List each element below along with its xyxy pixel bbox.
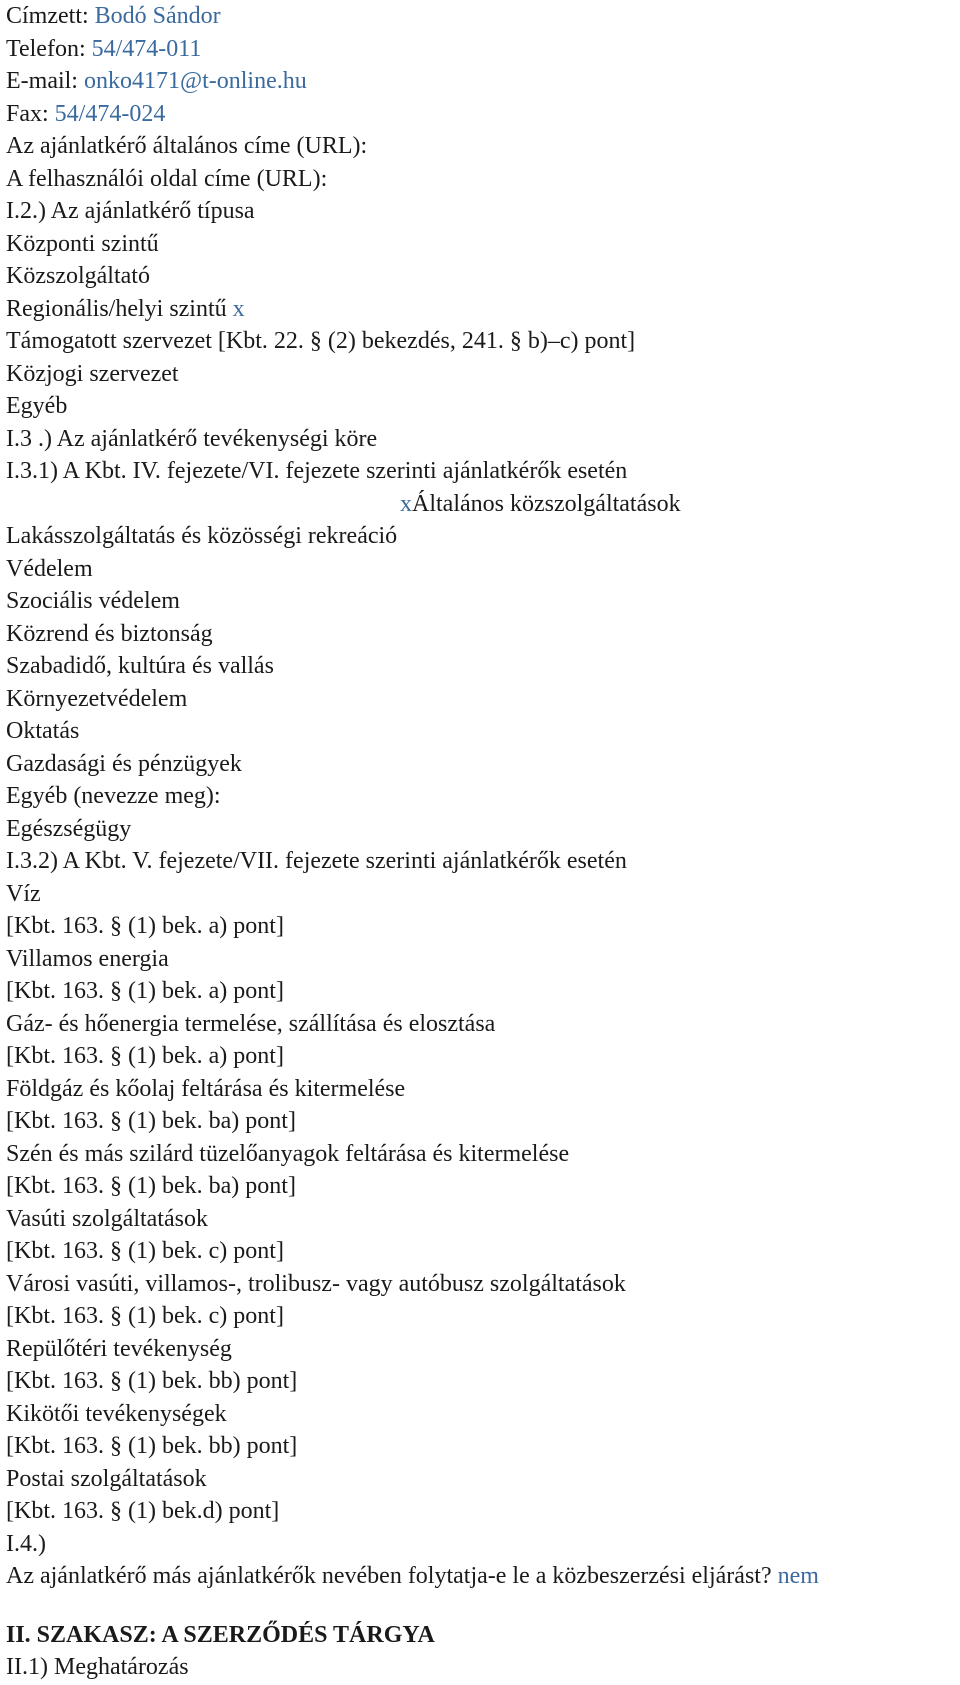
utility-reference: [Kbt. 163. § (1) bek. c) pont]	[6, 1238, 284, 1264]
activity-item: Közrend és biztonság	[6, 620, 213, 647]
utility-reference: [Kbt. 163. § (1) bek. ba) pont]	[6, 1108, 296, 1134]
section-i3-2-title: I.3.2) A Kbt. V. fejezete/VII. fejezete szerinti ajánlatkérők esetén	[6, 848, 627, 874]
option-label: Támogatott szervezet [Kbt. 22. § (2) bekezdés, 241. § b)–c) pont]	[6, 328, 636, 354]
activity-selected-line	[6, 488, 960, 521]
utility-reference: [Kbt. 163. § (1) bek.d) pont]	[6, 1498, 280, 1524]
recipient-label: Címzett:	[6, 3, 89, 29]
utility-reference: [Kbt. 163. § (1) bek. a) pont]	[6, 978, 284, 1004]
activity-item: Védelem	[6, 555, 93, 582]
buyer-type-option	[6, 260, 960, 293]
selected-mark: x	[400, 490, 412, 517]
joint-procurement-line	[6, 1560, 960, 1593]
utility-item: Gáz- és hőenergia termelése, szállítása és elosztása	[6, 1010, 496, 1037]
section-ii-1-title: II.1) Meghatározás	[6, 1654, 189, 1680]
utility-item: Villamos energia	[6, 945, 169, 972]
recipient-value: Bodó Sándor	[94, 3, 221, 29]
utility-reference: [Kbt. 163. § (1) bek. c) pont]	[6, 1303, 284, 1329]
section-i2-title: I.2.) Az ajánlatkérő típusa	[6, 198, 255, 224]
utility-item: Földgáz és kőolaj feltárása és kitermelése	[6, 1075, 406, 1102]
activity-item: Egyéb (nevezze meg):	[6, 783, 221, 809]
activity-item: Lakásszolgáltatás és közösségi rekreáció	[6, 523, 398, 549]
email-label: E-mail:	[6, 68, 78, 94]
phone-label: Telefon:	[6, 35, 86, 62]
utility-item: Vasúti szolgáltatások	[6, 1205, 208, 1232]
email-line	[6, 65, 960, 98]
buyer-type-option	[6, 325, 960, 358]
fax-line	[6, 98, 960, 131]
utility-item: Szén és más szilárd tüzelőanyagok feltárása és kitermelése	[6, 1140, 570, 1167]
selected-mark: x	[232, 295, 245, 322]
option-label: Központi szintű	[6, 230, 159, 257]
option-label: Egyéb	[6, 393, 68, 419]
phone-line	[6, 33, 960, 66]
section-i4-title: I.4.)	[6, 1530, 46, 1557]
option-label: Regionális/helyi szintű	[6, 295, 227, 322]
fax-value: 54/474-024	[54, 100, 166, 127]
joint-procurement-question: Az ajánlatkérő más ajánlatkérők nevében folytatja-e le a közbeszerzési eljárást?	[6, 1563, 772, 1589]
general-url-label: Az ajánlatkérő általános címe (URL):	[6, 133, 368, 159]
section-i3-title: I.3 .) Az ajánlatkérő tevékenységi köre	[6, 425, 378, 452]
utility-item: Kikötői tevékenységek	[6, 1400, 227, 1427]
spacer	[6, 1593, 960, 1619]
utility-reference: [Kbt. 163. § (1) bek. a) pont]	[6, 913, 284, 939]
buyer-type-option	[6, 358, 960, 391]
utility-reference: [Kbt. 163. § (1) bek. ba) pont]	[6, 1173, 296, 1199]
phone-value: 54/474-011	[91, 35, 202, 62]
buyer-profile-url-label: A felhasználói oldal címe (URL):	[6, 165, 328, 192]
activity-item: Oktatás	[6, 718, 80, 744]
section-ii-heading: II. SZAKASZ: A SZERZŐDÉS TÁRGYA	[6, 1621, 435, 1648]
fax-label: Fax:	[6, 100, 49, 127]
activity-item: Egészségügy	[6, 815, 132, 842]
selected-activity: Általános közszolgáltatások	[412, 490, 681, 517]
buyer-type-option	[6, 293, 960, 326]
utility-reference: [Kbt. 163. § (1) bek. bb) pont]	[6, 1368, 298, 1394]
activity-item: Szabadidő, kultúra és vallás	[6, 653, 274, 679]
utility-item: Repülőtéri tevékenység	[6, 1335, 232, 1362]
buyer-type-option	[6, 390, 960, 423]
recipient-line	[6, 0, 960, 33]
utility-reference: [Kbt. 163. § (1) bek. bb) pont]	[6, 1433, 298, 1459]
utility-item: Városi vasúti, villamos-, trolibusz- vagy autóbusz szolgáltatások	[6, 1270, 626, 1297]
section-i3-1-title: I.3.1) A Kbt. IV. fejezete/VI. fejezete szerinti ajánlatkérők esetén	[6, 458, 628, 484]
email-value: onko4171@t-online.hu	[83, 68, 307, 94]
joint-procurement-answer: nem	[777, 1563, 819, 1589]
buyer-type-option	[6, 228, 960, 261]
option-label: Közszolgáltató	[6, 263, 150, 289]
utility-reference: [Kbt. 163. § (1) bek. a) pont]	[6, 1043, 284, 1069]
utility-item: Postai szolgáltatások	[6, 1465, 207, 1492]
activity-item: Gazdasági és pénzügyek	[6, 750, 242, 777]
activity-item: Szociális védelem	[6, 588, 180, 614]
activity-item: Környezetvédelem	[6, 685, 188, 712]
utility-item: Víz	[6, 880, 41, 907]
option-label: Közjogi szervezet	[6, 360, 179, 387]
